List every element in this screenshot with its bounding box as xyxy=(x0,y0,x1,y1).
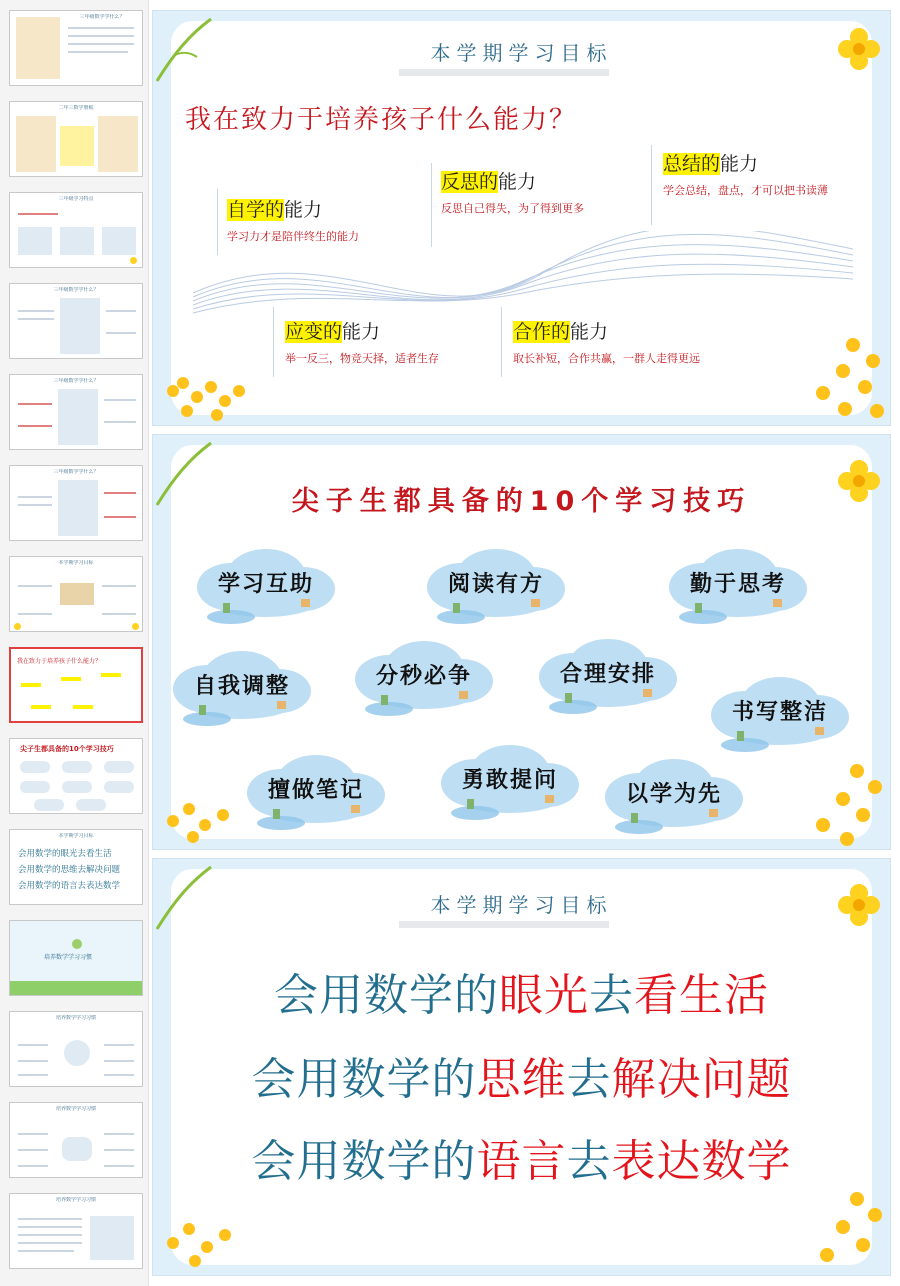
slide-thumbnail-panel xyxy=(0,0,149,1286)
flowers-left-icon xyxy=(153,361,263,426)
skill-label: 勇敢提问 xyxy=(461,768,558,793)
skill-cloud-2 xyxy=(421,545,571,625)
slide-thumbnail-3[interactable]: 三年级学习特点 xyxy=(9,192,143,268)
skill-cloud-8 xyxy=(241,751,391,831)
slide-thumbnail-8[interactable]: 我在致力于培养孩子什么能力？ xyxy=(9,647,143,723)
flowers-right-icon xyxy=(793,331,891,426)
skill-label: 以学为先 xyxy=(625,782,722,807)
flowers-left-icon xyxy=(153,1199,263,1276)
skill-cloud-4 xyxy=(167,647,317,727)
ability-self-study: 自学的能力 学习力才是陪伴终生的能力 xyxy=(227,199,359,243)
slide-thumbnail-6[interactable]: 三年级数学学什么？ xyxy=(9,465,143,541)
goal-line-2: 会用数学的思维去解决问题 xyxy=(251,1054,792,1105)
slide-thumbnail-9[interactable]: 尖子生都具备的10个学习技巧 xyxy=(9,738,143,814)
slide-9-skills xyxy=(152,434,891,850)
slide-thumbnail-2[interactable]: 二年三数学册梳 xyxy=(9,101,143,177)
ability-summary: 总结的能力 学会总结，盘点，才可以把书读薄 xyxy=(663,153,828,197)
skill-label: 勤于思考 xyxy=(689,572,786,597)
question-heading: 我在致力于培养孩子什么能力？ xyxy=(185,105,578,135)
skill-label: 擅做笔记 xyxy=(267,778,364,803)
slide-10-goals xyxy=(152,858,891,1276)
ability-adaptability: 应变的能力 举一反三，物竞天择，适者生存 xyxy=(285,321,439,365)
ability-cooperation: 合作的能力 取长补短，合作共赢，一群人走得更远 xyxy=(513,321,700,365)
skill-label: 自我调整 xyxy=(193,674,290,699)
ability-reflection: 反思的能力 反思自己得失，为了得到更多 xyxy=(441,171,584,215)
flowers-right-icon xyxy=(783,1183,891,1276)
skill-label: 阅读有方 xyxy=(447,572,544,597)
skill-cloud-7 xyxy=(705,673,855,753)
goal-line-1: 会用数学的眼光去看生活 xyxy=(274,970,769,1021)
slide-thumbnail-7[interactable]: 本学期学习目标 xyxy=(9,556,143,632)
title-underline xyxy=(399,921,609,928)
flowers-right-icon xyxy=(783,755,891,850)
slide-thumbnail-1[interactable]: 三年级数学学什么？ xyxy=(9,10,143,86)
skill-cloud-6 xyxy=(533,635,683,715)
slide-title: 本学期学习目标 xyxy=(430,893,613,917)
slide-thumbnail-5[interactable]: 三年级数学学什么？ xyxy=(9,374,143,450)
slide-thumbnail-14[interactable]: 培养数学学习习惯 xyxy=(9,1193,143,1269)
slide-title: 尖子生都具备的10个学习技巧 xyxy=(291,486,752,517)
skill-label: 学习互助 xyxy=(217,572,314,597)
slide-thumbnail-4[interactable]: 三年级数学学什么？ xyxy=(9,283,143,359)
skill-cloud-9 xyxy=(435,741,585,821)
wave-lines-decoration xyxy=(193,231,853,331)
slide-thumbnail-13[interactable]: 培养数学学习习惯 xyxy=(9,1102,143,1178)
title-underline xyxy=(399,69,609,76)
skill-label: 分秒必争 xyxy=(375,664,472,689)
slide-title: 本学期学习目标 xyxy=(430,41,613,65)
skill-cloud-1 xyxy=(191,545,341,625)
slide-thumbnail-12[interactable]: 培养数学学习习惯 xyxy=(9,1011,143,1087)
skill-label: 书写整洁 xyxy=(731,700,828,725)
skill-label: 合理安排 xyxy=(559,662,656,687)
goal-line-3: 会用数学的语言去表达数学 xyxy=(251,1136,792,1187)
slide-8-abilities xyxy=(152,10,891,426)
skill-cloud-3 xyxy=(663,545,813,625)
skill-cloud-5 xyxy=(349,637,499,717)
slide-thumbnail-11[interactable]: 培养数学学习习惯 xyxy=(9,920,143,996)
slide-thumbnail-10[interactable]: 本学期学习目标 会用数学的眼光去看生活 会用数学的思维去解决问题 会用数学的语言去表达数学 xyxy=(9,829,143,905)
skill-cloud-10 xyxy=(599,755,749,835)
